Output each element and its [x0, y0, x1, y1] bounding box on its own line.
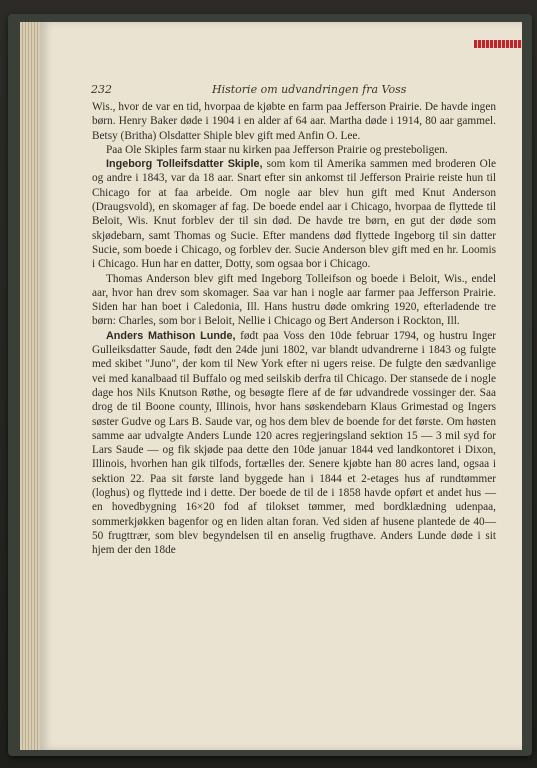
paragraph-text: som kom til Amerika sammen med broderen Ole og andre i 1843, var da 18 aar. Snart efter sin ankomst til Jefferson Prairie reiste hun til Chicago for at faa arbeide. Om nogle aar blev hun gift med Knut Anderson (Draugsvold), en skomager af fag. De boede endel aar i Chicago, hvorpaa de flyttede til Beloit, Wis. Knut forblev der til sin død. De havde tre børn, en gut der døde som skjødebarn, samt Thomas og Sucie. Efter mandens død flyttede Ingeborg til sin datter Sucie, som boede i Chicago, og forblev der. Sucie Anderson blev gift med en hr. Loomis i Chicago. Hun har en datter, Dotty, som ogsaa bor i Chicago. [92, 158, 496, 271]
page-number: 232 [91, 83, 112, 96]
paragraph [92, 100, 496, 143]
paragraph-text: Thomas Anderson blev gift med Ingeborg Tolleifson og boede i Beloit, Wis., endel aar, hvor han drev som skomager. Saa var han i nogle aar farmer paa Jefferson Prairie. Siden har han boet i Caledonia, Ill. Hans hustru døde omkring 1920, efterladende tre børn: Charles, som bor i Beloit, Nellie i Chicago og Bert Anderson i Rockton, Ill. [92, 272, 496, 328]
paragraph [92, 272, 496, 329]
person-name: Anders Mathison Lunde, [106, 329, 236, 342]
ribbon-bookmark [474, 40, 522, 48]
body-text [92, 100, 496, 558]
paragraph-text: Wis., hvor de var en tid, hvorpaa de kjøbte en farm paa Jefferson Prairie. De havde ingen børn. Henry Baker døde i 1904 i en alder af 64 aar. Martha døde i 1914, 80 aar gammel. Betsy (Britha) Olsdatter Shiple blev gift med Anfin O. Lee. [92, 101, 496, 142]
running-title: Historie om udvandringen fra Voss [212, 83, 407, 96]
paragraph-text: født paa Voss den 10de februar 1794, og hustru Inger Gulleiksdatter Saude, født den 24de juni 1802, var blandt udvandrerne i 1843 og fulgte med skibet "Juno", der kom til New York efter ni ugers reise. De fulgte den sædvanlige vei med kanalbaad til Buffalo og med seilskib derfra til Chicago. Der stansede de i nogle dage hos Nils Knutson Røthe, og besøgte flere af de før udvandrede vossinger der. Saa drog de til Boone county, Illinois, hvor hans søskendebarn Klaus Grimestad og Ingers søster Gudve og Lars B. Saude var, og hos dem blev de boende for det første. Om høsten samme aar udvalgte Anders Lunde 120 acres regjeringsland sektion 15 — 3 mil syd for Lars Saude — og fik skjøde paa dette den 10de januar 1844 ved landkontoret i Dixon, Illinois, hvorhen han gik tilfods, fortælles der. Senere kjøbte han 80 acres land, ogsaa i sektion 22. Paa sit første land byggede han i 1844 et 2-etages hus af rundtømmer (loghus) og flyttede ind i dette. Der boede de til de i 1858 havde opført et andet hus — en hovedbygning 16×20 fod af tilokset tømmer, med bordklædning udenpaa, sommerkjøkken bagenfor og en liden altan foran. Ved siden af husene plantede de 40—50 frugttrær, som blev begyndelsen til en anselig frugthave. Anders Lunde døde i sit hjem der den 18de [92, 329, 497, 557]
person-name: Ingeborg Tolleifsdatter Skiple, [106, 158, 263, 171]
paragraph-text: Paa Ole Skiples farm staar nu kirken paa Jefferson Prairie og presteboligen. [106, 143, 448, 156]
page-edges [20, 22, 42, 750]
paragraph [92, 143, 496, 157]
paragraph [92, 157, 496, 271]
paragraph [92, 329, 496, 558]
